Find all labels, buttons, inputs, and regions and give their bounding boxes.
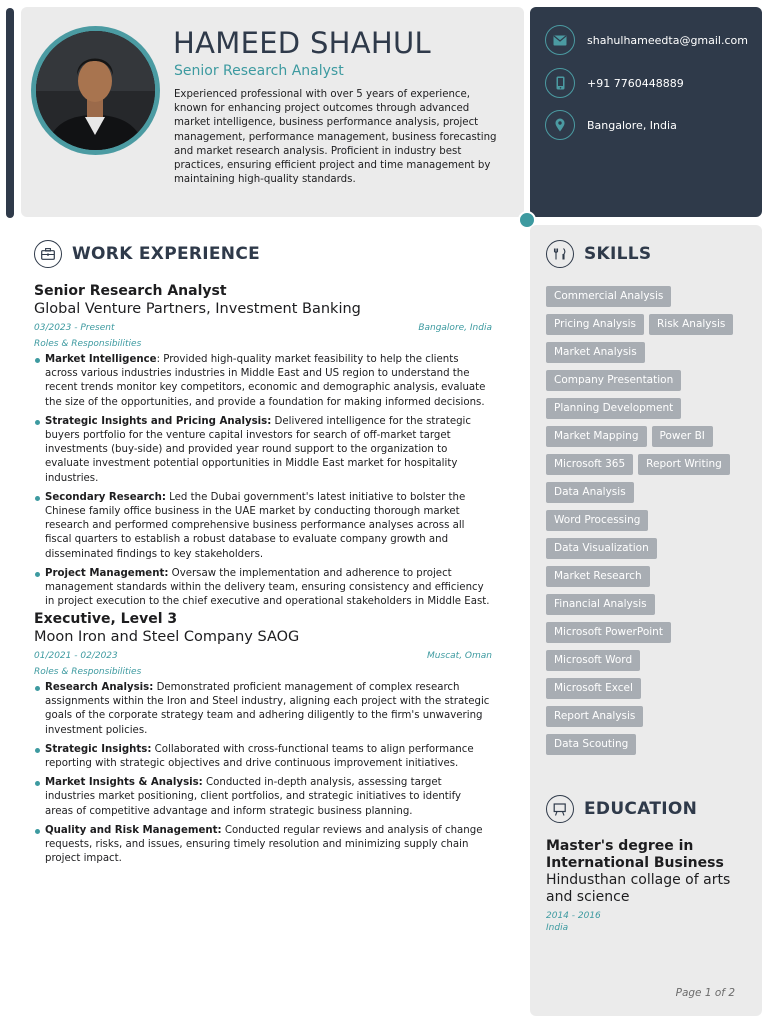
location-text: Bangalore, India: [587, 118, 677, 132]
skill-row: [546, 398, 751, 419]
skill-chip: Market Mapping: [546, 426, 647, 447]
skills-heading: [546, 240, 651, 268]
education-heading: [546, 795, 697, 823]
skill-row: [546, 678, 751, 699]
briefcase-icon: [34, 240, 62, 268]
skill-row: [546, 314, 751, 335]
profile-summary: Experienced professional with over 5 years of experience, known for enhancing project outcomes through advanced market intelligence, business performance analysis, project management, performance management, business forecasting and market research analysis. Proficient in industry best practices, ensuring efficient project and time management by maintaining high-quality standards.: [174, 89, 497, 186]
envelope-icon: [545, 25, 575, 55]
skills-list: [546, 286, 751, 762]
skill-chip: Planning Development: [546, 398, 681, 419]
skill-chip: Market Research: [546, 566, 650, 587]
skill-chip: Data Analysis: [546, 482, 634, 503]
job-company: Global Venture Partners, Investment Banking: [34, 301, 361, 317]
email-text[interactable]: shahulhameedta@gmail.com: [587, 33, 748, 47]
list-item: Strategic Insights and Pricing Analysis: Delivered intelligence for the strategic buyers portfolio for the venture capital investors for search of off-market target investments (buy-side) and provided year round support to the organization to evaluate investment potential opportunities in Middle East market for hospitality industries.: [34, 415, 492, 486]
skill-chip: Report Writing: [638, 454, 730, 475]
list-item: Research Analysis: Demonstrated proficient management of complex research assignments within the Iron and Steel industry, aligning each project with the strategic goals of the corporate strategy team and adhering diligently to the firm's unwavering investment policies.: [34, 681, 492, 738]
education-dates: 2014 - 2016: [546, 911, 601, 921]
skill-row: [546, 342, 751, 363]
skill-chip: Market Analysis: [546, 342, 645, 363]
skill-chip: Microsoft 365: [546, 454, 633, 475]
education-location: India: [546, 923, 569, 933]
responsibility-list: [34, 353, 492, 609]
page-number: Page 1 of 2: [675, 987, 735, 999]
candidate-name: HAMEED SHAHUL: [173, 26, 432, 60]
job-location: Bangalore, India: [418, 323, 492, 333]
tools-icon: [546, 240, 574, 268]
skill-row: [546, 510, 751, 531]
list-item: Quality and Risk Management: Conducted regular reviews and analysis of change requests, risks, and issues, ensuring timely resolution and minimizing supply chain project impact.: [34, 824, 492, 867]
candidate-title: Senior Research Analyst: [174, 63, 344, 79]
job-entry: [34, 283, 492, 614]
job-location: Muscat, Oman: [427, 651, 492, 661]
skill-chip: Company Presentation: [546, 370, 681, 391]
roles-label: Roles & Responsibilities: [34, 339, 142, 349]
skill-chip: Microsoft PowerPoint: [546, 622, 671, 643]
job-dates: 03/2023 - Present: [34, 323, 115, 333]
job-dates: 01/2021 - 02/2023: [34, 651, 118, 661]
skill-chip: Data Scouting: [546, 734, 636, 755]
map-pin-icon: [545, 110, 575, 140]
skill-row: [546, 454, 751, 475]
education-school: Hindusthan collage of arts and science: [546, 872, 731, 905]
skill-chip: Commercial Analysis: [546, 286, 671, 307]
skill-chip: Financial Analysis: [546, 594, 655, 615]
responsibility-list: [34, 681, 492, 866]
skill-chip: Microsoft Word: [546, 650, 640, 671]
contact-email: [545, 24, 748, 56]
education-entry: [546, 838, 746, 934]
phone-text[interactable]: +91 7760448889: [587, 76, 684, 90]
contact-phone: [545, 67, 684, 99]
phone-icon: [545, 68, 575, 98]
list-item: Strategic Insights: Collaborated with cross-functional teams to align performance reporting with strategic objectives and drive continuous improvement initiatives.: [34, 743, 492, 771]
list-item: Secondary Research: Led the Dubai government's latest initiative to bolster the Chinese family office business in the UAE market by conducting thorough market research and performed comprehensive business performance analyses across all fiscal quarters to establish a robust database to evaluate company growth and disseminated findings to key stakeholders.: [34, 491, 492, 562]
education-degree: Master's degree in International Business: [546, 838, 724, 871]
skill-row: [546, 286, 751, 307]
job-entry: [34, 611, 492, 871]
skill-row: [546, 370, 751, 391]
skill-chip: Pricing Analysis: [546, 314, 644, 335]
skill-row: [546, 566, 751, 587]
job-title: Senior Research Analyst: [34, 283, 227, 299]
job-title: Executive, Level 3: [34, 611, 178, 627]
profile-photo: [36, 31, 155, 150]
skill-row: [546, 538, 751, 559]
skill-chip: Risk Analysis: [649, 314, 733, 335]
list-item: Market Insights & Analysis: Conducted in-depth analysis, assessing target industries market positioning, client portfolios, and strategic initiatives to identify areas of competitive advantage and inform strategic business planning.: [34, 776, 492, 819]
list-item: Market Intelligence: Provided high-quality market feasibility to help the clients across various industries industries in Middle East and US region to understand the recent trends monitor key competitors, economic and demographic analysis, evaluate the size of the opportunities, and provide a foundation for making informed decisions.: [34, 353, 492, 410]
roles-label: Roles & Responsibilities: [34, 667, 142, 677]
skill-row: [546, 594, 751, 615]
chalkboard-icon: [546, 795, 574, 823]
skill-chip: Report Analysis: [546, 706, 643, 727]
contact-location: [545, 109, 677, 141]
skill-row: [546, 650, 751, 671]
skill-chip: Power BI: [652, 426, 713, 447]
job-company: Moon Iron and Steel Company SAOG: [34, 629, 300, 645]
work-experience-title: WORK EXPERIENCE: [72, 244, 261, 264]
skill-chip: Data Visualization: [546, 538, 657, 559]
list-item: Project Management: Oversaw the implementation and adherence to project management standards within the delivery team, ensuring consistency and efficiency in project execution to the chief executive and operational stakeholders in Middle East.: [34, 567, 492, 610]
skill-row: [546, 734, 751, 755]
skills-title: SKILLS: [584, 244, 652, 264]
work-experience-heading: [34, 240, 260, 268]
skill-chip: Microsoft Excel: [546, 678, 641, 699]
skill-row: [546, 706, 751, 727]
accent-bar: [6, 8, 14, 218]
skill-chip: Word Processing: [546, 510, 648, 531]
skill-row: [546, 482, 751, 503]
skill-row: [546, 622, 751, 643]
education-title: EDUCATION: [584, 799, 698, 819]
skill-row: [546, 426, 751, 447]
